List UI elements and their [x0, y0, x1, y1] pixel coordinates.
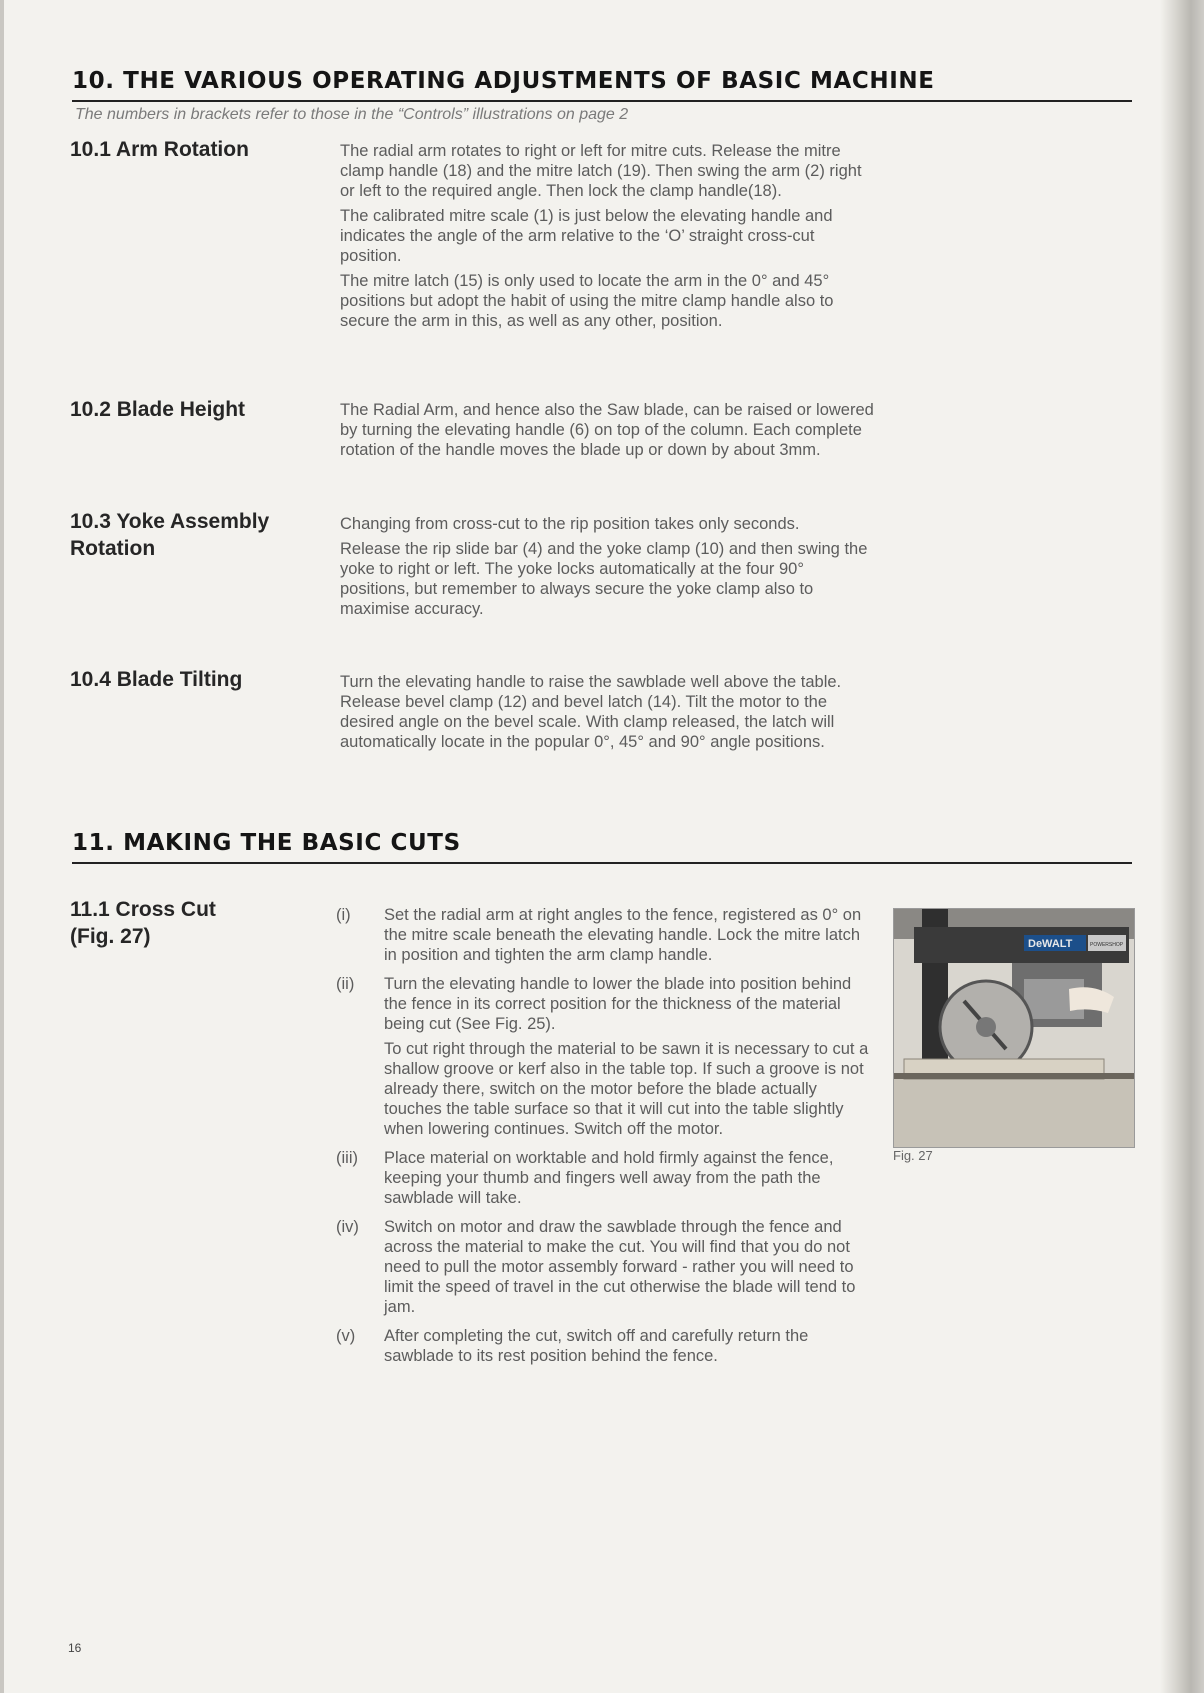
- brand-sub-label: POWERSHOP: [1090, 942, 1124, 948]
- step-number: (i): [336, 906, 351, 924]
- step-text: Place material on worktable and hold firmly against the fence, keeping your thumb and fingers well away from the path the sawblade will take.: [384, 1149, 834, 1207]
- step-text: To cut right through the material to be sawn it is necessary to cut a shallow groove or kerf also in the table top. If such a groove is not already there, switch on the motor before the blade actually touches the table surface so that it will cut into the table slightly when lowering continues. Switch off the motor.: [384, 1040, 869, 1138]
- step-item: [336, 1217, 876, 1322]
- step-text: Set the radial arm at right angles to the fence, registered as 0° on the mitre scale beneath the elevating handle. Lock the mitre latch in position and tighten the arm clamp handle.: [384, 906, 862, 964]
- step-number: (v): [336, 1327, 356, 1345]
- subsection-10-2-body: [340, 400, 875, 465]
- subsection-10-2-title: 10.2 Blade Height: [70, 398, 246, 421]
- subsection-10-3-title: 10.3 Yoke Assembly Rotation: [70, 510, 270, 560]
- step-number: (iv): [336, 1218, 359, 1236]
- step-item: [336, 1148, 876, 1213]
- paragraph: The mitre latch (15) is only used to locate the arm in the 0° and 45° positions but adopt the habit of using the mitre clamp handle also to secure the arm in this, as well as any other, position.: [340, 272, 834, 330]
- step-text: Switch on motor and draw the sawblade through the fence and across the material to make the cut. You will find that you do not need to pull the motor assembly forward - rather you will need to limit the speed of travel in the cut otherwise the blade will tend to jam.: [384, 1218, 856, 1316]
- subsection-10-1-body: [340, 141, 875, 336]
- step-number: (iii): [336, 1149, 358, 1167]
- section-11-heading: 11. MAKING THE BASIC CUTS: [72, 830, 1132, 864]
- subsection-10-1-title: 10.1 Arm Rotation: [70, 138, 249, 161]
- step-text: After completing the cut, switch off and carefully return the sawblade to its rest position behind the fence.: [384, 1327, 809, 1365]
- subsection-11-1-title: [70, 896, 320, 950]
- section-10-heading: 10. THE VARIOUS OPERATING ADJUSTMENTS OF BASIC MACHINE: [72, 68, 1132, 102]
- paragraph: Turn the elevating handle to raise the sawblade well above the table. Release bevel clamp (12) and bevel latch (14). Tilt the motor to the desired angle on the bevel scale. With clamp released, the latch will automatically locate in the popular 0°, 45° and 90° angle positions.: [340, 673, 842, 751]
- paragraph: The Radial Arm, and hence also the Saw blade, can be raised or lowered by turning the elevating handle (6) on top of the column. Each complete rotation of the handle moves the blade up or down by about 3mm.: [340, 401, 874, 459]
- step-text: Turn the elevating handle to lower the blade into position behind the fence in its correct position for the thickness of the material being cut (See Fig. 25).: [384, 975, 852, 1033]
- figure-27-photo: [893, 908, 1135, 1148]
- subsection-10-4-title: 10.4 Blade Tilting: [70, 668, 243, 691]
- page-left-edge: [0, 0, 4, 1693]
- step-item: [336, 1326, 876, 1371]
- paragraph: Release the rip slide bar (4) and the yoke clamp (10) and then swing the yoke to right or left. The yoke locks automatically at the four 90° positions, but remember to always secure the yoke clamp also to maximise accuracy.: [340, 540, 868, 618]
- page-number: 16: [68, 1641, 82, 1655]
- worktable: [894, 1079, 1134, 1147]
- subsection-11-1-title-line2: (Fig. 27): [70, 925, 151, 948]
- subsection-11-1-title-line1: 11.1 Cross Cut: [70, 898, 216, 921]
- paragraph: The radial arm rotates to right or left for mitre cuts. Release the mitre clamp handle (18) and the mitre latch (19). Then swing the arm (2) right or left to the required angle. Then lock the clamp handle(18).: [340, 142, 862, 200]
- binding-shadow: [1160, 0, 1204, 1693]
- brand-label: DeWALT: [1028, 938, 1073, 950]
- paragraph: Changing from cross-cut to the rip position takes only seconds.: [340, 515, 800, 533]
- radial-arm-saw-illustration: [894, 909, 1134, 1147]
- step-item: [336, 905, 876, 970]
- paragraph: The calibrated mitre scale (1) is just below the elevating handle and indicates the angle of the arm relative to the ‘O’ straight cross-cut position.: [340, 207, 833, 265]
- subsection-10-4-body: [340, 672, 875, 757]
- figure-27-caption: Fig. 27: [893, 1148, 933, 1163]
- subsection-10-3-body: [340, 514, 875, 624]
- cross-cut-steps: [336, 905, 876, 1375]
- blade-hub: [976, 1017, 996, 1037]
- step-item: [336, 974, 876, 1144]
- step-number: (ii): [336, 975, 355, 993]
- section-10-note: The numbers in brackets refer to those in the “Controls” illustrations on page 2: [75, 106, 629, 123]
- fence: [894, 1073, 1134, 1079]
